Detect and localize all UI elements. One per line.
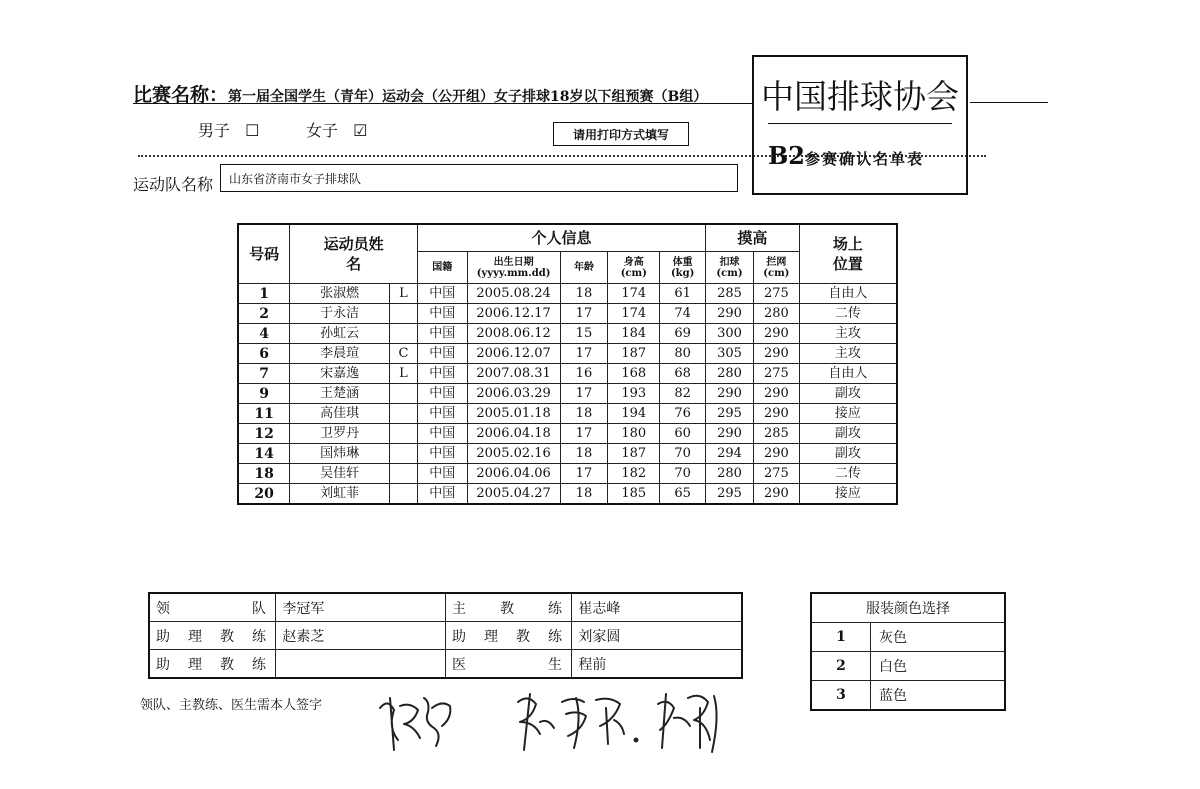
header-block-unit: (cm): [763, 267, 790, 279]
header-spike-unit: (cm): [716, 267, 743, 279]
player-nationality: 中国: [417, 364, 467, 384]
uniform-color[interactable]: 灰色: [871, 623, 1006, 652]
leader-label-cell: [149, 593, 276, 622]
signature-note: 领队、主教练、医生需本人签字: [140, 698, 323, 713]
association-box: [752, 55, 968, 195]
player-spike-reach: 290: [706, 304, 754, 324]
head-coach-label-cell: [445, 593, 571, 622]
player-spike-reach: 285: [706, 284, 754, 304]
player-number: 20: [238, 484, 290, 505]
player-spike-reach: 305: [706, 344, 754, 364]
header-height-label: 身高: [623, 256, 644, 268]
player-spike-reach: 295: [706, 404, 754, 424]
player-position: 自由人: [799, 364, 897, 384]
player-block-reach: 275: [753, 284, 799, 304]
header-spike-label: 扣球: [719, 256, 740, 268]
player-weight: 69: [660, 324, 706, 344]
association-rule: [768, 123, 952, 124]
player-weight: 65: [660, 484, 706, 505]
assistant2-label: 助理教练: [451, 628, 562, 645]
header-personal-info: 个人信息: [417, 224, 705, 252]
player-weight: 68: [660, 364, 706, 384]
player-nationality: 中国: [417, 344, 467, 364]
table-row: [238, 424, 897, 444]
header-age: 年龄: [560, 252, 608, 284]
doctor-value[interactable]: 程前: [572, 650, 742, 679]
uniform-color[interactable]: 蓝色: [871, 681, 1006, 711]
player-spike-reach: 280: [706, 464, 754, 484]
player-role: [389, 304, 417, 324]
player-role: [389, 404, 417, 424]
player-age: 17: [560, 424, 608, 444]
male-checkbox[interactable]: ☐: [245, 121, 260, 140]
player-height: 180: [608, 424, 660, 444]
player-number: 11: [238, 404, 290, 424]
player-name: 吴佳轩: [290, 464, 390, 484]
staff-table: [148, 592, 743, 679]
player-role: [389, 464, 417, 484]
player-nationality: 中国: [417, 284, 467, 304]
header-name-text: 运动员姓 名: [323, 235, 384, 273]
player-birth-date: 2006.03.29: [467, 384, 560, 404]
player-height: 174: [608, 284, 660, 304]
player-name: 刘虹菲: [290, 484, 390, 505]
player-weight: 61: [660, 284, 706, 304]
roster-body: [238, 284, 897, 505]
player-spike-reach: 294: [706, 444, 754, 464]
header-weight-unit: (kg): [670, 267, 695, 279]
uniform-option-row[interactable]: [811, 652, 1005, 681]
player-height: 185: [608, 484, 660, 505]
header-birth-label: 出生日期: [493, 256, 534, 268]
player-weight: 70: [660, 464, 706, 484]
header-number: 号码: [238, 224, 290, 284]
player-age: 18: [560, 484, 608, 505]
table-row: [238, 404, 897, 424]
player-height: 193: [608, 384, 660, 404]
roster-header-row-1: [238, 224, 897, 252]
form-title: 参赛确认名单表: [804, 150, 924, 168]
uniform-color-table: [810, 592, 1006, 711]
player-height: 182: [608, 464, 660, 484]
player-name: 李晨瑄: [290, 344, 390, 364]
player-height: 187: [608, 444, 660, 464]
uniform-option-row[interactable]: [811, 681, 1005, 711]
table-row: [238, 284, 897, 304]
player-nationality: 中国: [417, 444, 467, 464]
gender-male[interactable]: [198, 118, 259, 141]
player-position: 副攻: [799, 424, 897, 444]
player-birth-date: 2005.01.18: [467, 404, 560, 424]
assistant2-label-cell: [445, 622, 571, 650]
player-height: 168: [608, 364, 660, 384]
player-position: 二传: [799, 464, 897, 484]
player-spike-reach: 290: [706, 424, 754, 444]
female-checkbox[interactable]: ☑: [353, 121, 368, 140]
player-weight: 60: [660, 424, 706, 444]
player-name: 宋嘉逸: [290, 364, 390, 384]
team-name-field[interactable]: 山东省济南市女子排球队: [220, 164, 738, 192]
uniform-option-row[interactable]: [811, 623, 1005, 652]
player-name: 卫罗丹: [290, 424, 390, 444]
player-spike-reach: 280: [706, 364, 754, 384]
player-nationality: 中国: [417, 484, 467, 505]
player-age: 17: [560, 384, 608, 404]
table-row: [238, 384, 897, 404]
header-height: [608, 252, 660, 284]
header-position-text: 场上位置: [832, 235, 863, 273]
player-position: 主攻: [799, 324, 897, 344]
player-age: 15: [560, 324, 608, 344]
header-spike: [706, 252, 754, 284]
uniform-title: 服装颜色选择: [811, 593, 1005, 623]
uniform-title-row: [811, 593, 1005, 623]
roster-table: [237, 223, 898, 505]
player-birth-date: 2005.02.16: [467, 444, 560, 464]
player-block-reach: 285: [753, 424, 799, 444]
competition-name: 第一届全国学生（青年）运动会（公开组）女子排球18岁以下组预赛（B组）: [228, 89, 708, 105]
male-label: 男子: [198, 121, 231, 140]
header-position: [799, 224, 897, 284]
handwritten-signatures: [370, 678, 750, 758]
player-block-reach: 290: [753, 484, 799, 505]
assistant3-label-cell: [149, 650, 276, 679]
player-role: [389, 384, 417, 404]
table-row: [238, 364, 897, 384]
player-age: 17: [560, 304, 608, 324]
uniform-index: 3: [811, 681, 871, 711]
gender-female[interactable]: [306, 118, 367, 141]
table-row: [238, 304, 897, 324]
leader-value[interactable]: 李冠军: [276, 593, 446, 622]
player-name: 王楚涵: [290, 384, 390, 404]
print-note: 请用打印方式填写: [553, 122, 689, 146]
player-height: 184: [608, 324, 660, 344]
player-birth-date: 2005.04.27: [467, 484, 560, 505]
player-age: 18: [560, 444, 608, 464]
player-block-reach: 280: [753, 304, 799, 324]
player-height: 174: [608, 304, 660, 324]
female-label: 女子: [306, 121, 339, 140]
staff-row: [149, 650, 742, 679]
player-number: 14: [238, 444, 290, 464]
player-role: L: [389, 364, 417, 384]
player-age: 18: [560, 404, 608, 424]
assistant-label-cell: [149, 622, 276, 650]
player-number: 2: [238, 304, 290, 324]
player-number: 7: [238, 364, 290, 384]
table-row: [238, 464, 897, 484]
player-number: 18: [238, 464, 290, 484]
header-weight-label: 体重: [672, 256, 693, 268]
player-name: 孙虹云: [290, 324, 390, 344]
player-birth-date: 2008.06.12: [467, 324, 560, 344]
player-number: 12: [238, 424, 290, 444]
doctor-label-cell: [445, 650, 571, 679]
header-nationality: 国籍: [417, 252, 467, 284]
leader-label: 领队: [156, 600, 266, 617]
player-nationality: 中国: [417, 304, 467, 324]
player-block-reach: 290: [753, 384, 799, 404]
header-reach: 摸高: [706, 224, 800, 252]
player-position: 主攻: [799, 344, 897, 364]
player-block-reach: 290: [753, 444, 799, 464]
player-weight: 76: [660, 404, 706, 424]
player-nationality: 中国: [417, 384, 467, 404]
player-nationality: 中国: [417, 324, 467, 344]
player-nationality: 中国: [417, 404, 467, 424]
form-title-row: [768, 141, 924, 170]
player-birth-date: 2006.04.18: [467, 424, 560, 444]
player-position: 接应: [799, 404, 897, 424]
player-name: 于永洁: [290, 304, 390, 324]
table-row: [238, 444, 897, 464]
table-row: [238, 324, 897, 344]
uniform-color[interactable]: 白色: [871, 652, 1006, 681]
player-position: 自由人: [799, 284, 897, 304]
staff-row: [149, 622, 742, 650]
player-age: 16: [560, 364, 608, 384]
player-nationality: 中国: [417, 424, 467, 444]
player-position: 接应: [799, 484, 897, 505]
player-number: 6: [238, 344, 290, 364]
player-role: L: [389, 284, 417, 304]
player-weight: 80: [660, 344, 706, 364]
table-row: [238, 484, 897, 505]
player-birth-date: 2006.12.07: [467, 344, 560, 364]
head-coach-value[interactable]: 崔志峰: [572, 593, 742, 622]
competition-underline: [133, 103, 753, 104]
header-name: [290, 224, 418, 284]
player-block-reach: 290: [753, 324, 799, 344]
form-code: B2: [768, 141, 805, 170]
assistant-label: 助理教练: [156, 628, 266, 645]
player-role: [389, 324, 417, 344]
player-weight: 70: [660, 444, 706, 464]
player-spike-reach: 295: [706, 484, 754, 505]
header-birth: [467, 252, 560, 284]
player-birth-date: 2005.08.24: [467, 284, 560, 304]
player-name: 高佳琪: [290, 404, 390, 424]
doctor-label: 医生: [451, 656, 562, 673]
player-block-reach: 290: [753, 344, 799, 364]
player-name: 国炜琳: [290, 444, 390, 464]
player-birth-date: 2006.12.17: [467, 304, 560, 324]
player-block-reach: 275: [753, 464, 799, 484]
competition-label: 比赛名称：: [133, 84, 229, 106]
association-line: [970, 102, 1048, 103]
header-weight: [660, 252, 706, 284]
player-position: 副攻: [799, 444, 897, 464]
header-height-unit: (cm): [620, 267, 647, 279]
head-coach-label: 主教练: [451, 600, 562, 617]
association-name: 中国排球协会: [761, 77, 959, 116]
player-role: [389, 444, 417, 464]
header-birth-format: (yyyy.mm.dd): [476, 267, 551, 279]
assistant3-label: 助理教练: [156, 656, 266, 673]
player-block-reach: 290: [753, 404, 799, 424]
player-height: 194: [608, 404, 660, 424]
player-weight: 82: [660, 384, 706, 404]
header-block-label: 拦网: [766, 256, 787, 268]
player-age: 17: [560, 344, 608, 364]
player-age: 17: [560, 464, 608, 484]
assistant3-value[interactable]: [276, 650, 446, 679]
team-label: 运动队名称: [133, 175, 214, 194]
player-role: [389, 484, 417, 505]
player-height: 187: [608, 344, 660, 364]
player-name: 张淑燃: [290, 284, 390, 304]
assistant2-value[interactable]: 刘家圆: [572, 622, 742, 650]
player-number: 9: [238, 384, 290, 404]
player-weight: 74: [660, 304, 706, 324]
player-role: [389, 424, 417, 444]
player-birth-date: 2007.08.31: [467, 364, 560, 384]
player-position: 二传: [799, 304, 897, 324]
player-nationality: 中国: [417, 464, 467, 484]
player-role: C: [389, 344, 417, 364]
uniform-index: 2: [811, 652, 871, 681]
uniform-index: 1: [811, 623, 871, 652]
player-spike-reach: 300: [706, 324, 754, 344]
table-row: [238, 344, 897, 364]
staff-row: [149, 593, 742, 622]
player-age: 18: [560, 284, 608, 304]
header-block: [753, 252, 799, 284]
player-block-reach: 275: [753, 364, 799, 384]
player-birth-date: 2006.04.06: [467, 464, 560, 484]
player-position: 副攻: [799, 384, 897, 404]
player-number: 1: [238, 284, 290, 304]
player-number: 4: [238, 324, 290, 344]
player-spike-reach: 290: [706, 384, 754, 404]
assistant-value[interactable]: 赵素芝: [276, 622, 446, 650]
